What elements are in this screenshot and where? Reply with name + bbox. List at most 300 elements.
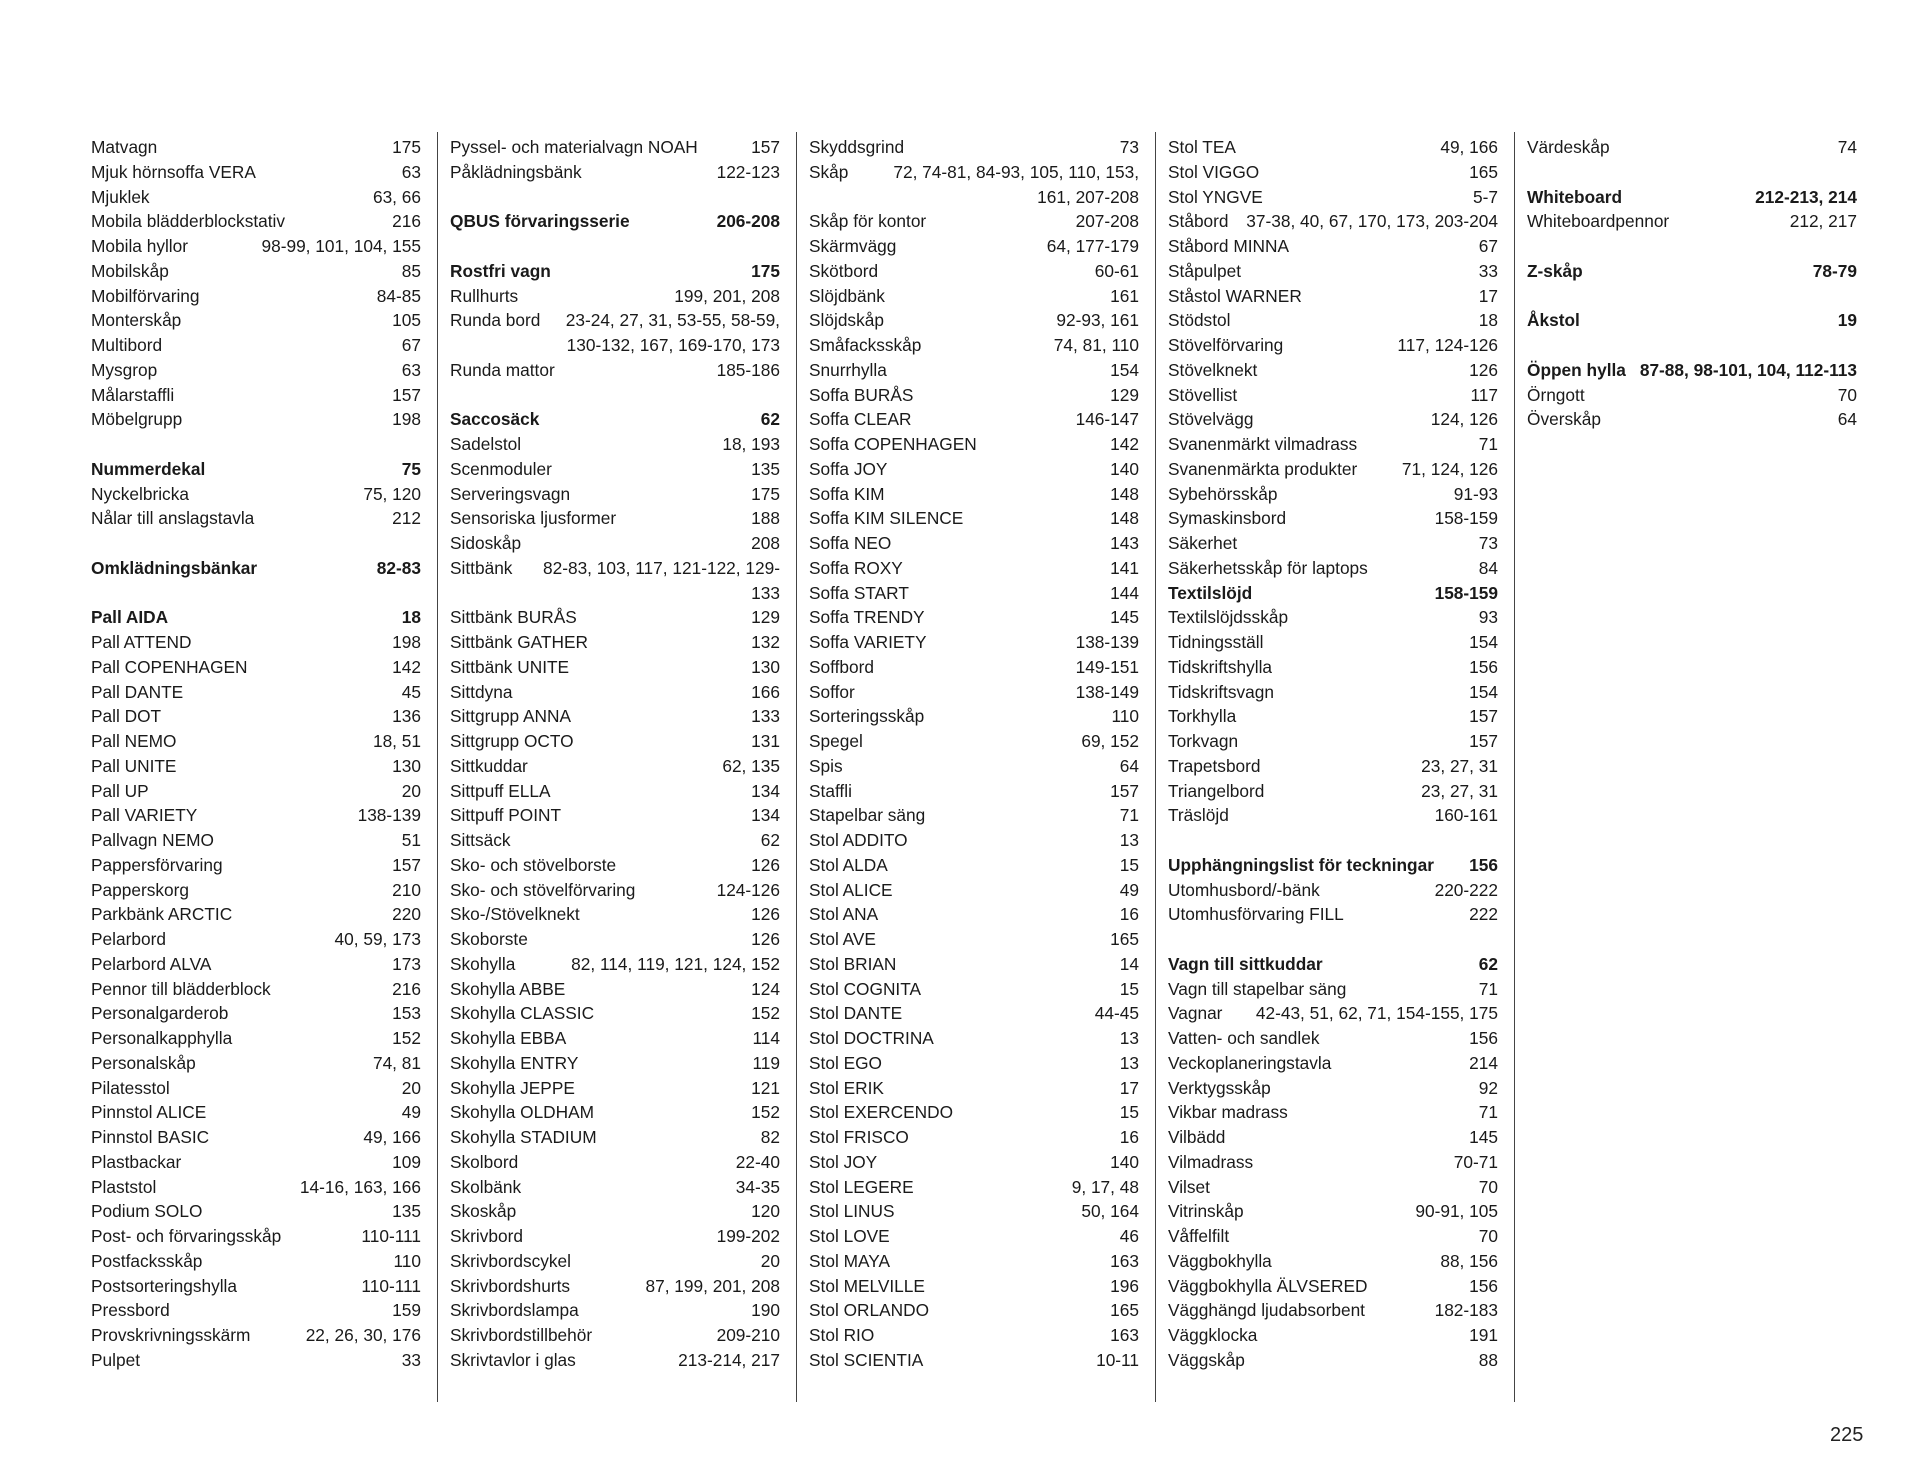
- entry-spacer: [1527, 234, 1857, 259]
- index-pages: 70: [1478, 1176, 1498, 1197]
- index-term: Skrivbordscykel: [450, 1250, 572, 1271]
- page-number: 225: [1830, 1424, 1864, 1446]
- index-term: Pinnstol BASIC: [91, 1127, 210, 1147]
- index-pages: 120: [751, 1201, 780, 1222]
- index-pages: 70: [1478, 1226, 1498, 1246]
- index-entry: [1168, 952, 1498, 977]
- index-term: Skolbänk: [450, 1176, 522, 1197]
- index-pages: 98-99, 101, 104, 155: [261, 236, 421, 256]
- index-pages: 19: [1837, 310, 1857, 331]
- index-pages: 13: [1119, 830, 1139, 850]
- index-pages: 198: [392, 632, 421, 652]
- index-entry: [91, 1175, 421, 1200]
- index-pages: 49: [401, 1102, 421, 1123]
- index-pages: 142: [1110, 434, 1139, 454]
- index-term: Skärmvägg: [809, 236, 897, 256]
- index-term: Snurrhylla: [809, 359, 887, 380]
- index-entry: [809, 531, 1139, 556]
- entry-spacer: [1168, 927, 1498, 952]
- index-entry: [450, 1026, 780, 1051]
- index-term: Stol ANA: [809, 904, 879, 925]
- index-term: Rullhurts: [450, 285, 519, 306]
- index-entry: [809, 556, 1139, 581]
- index-pages: 129: [1110, 384, 1139, 405]
- index-pages: 82-83: [376, 557, 421, 578]
- index-term: Stol EGO: [809, 1052, 882, 1073]
- index-pages: 148: [1110, 483, 1139, 504]
- index-entry: [91, 977, 421, 1002]
- index-term: Plastbackar: [91, 1151, 182, 1172]
- index-term: Stol RIO: [809, 1325, 875, 1345]
- index-term: Skohylla EBBA: [450, 1028, 567, 1048]
- index-pages: 62: [1478, 953, 1498, 974]
- index-entry: [1168, 457, 1498, 482]
- index-pages: 216: [392, 978, 421, 999]
- index-term: Z-skåp: [1527, 260, 1583, 281]
- index-entry: [1168, 383, 1498, 408]
- entry-spacer: [450, 234, 780, 259]
- index-entry: [1168, 1249, 1498, 1274]
- entry-spacer: [450, 383, 780, 408]
- index-term: Skrivtavlor i glas: [450, 1349, 576, 1370]
- index-term: Pressbord: [91, 1300, 170, 1321]
- index-entry: [91, 1026, 421, 1051]
- index-term: Mobila hyllor: [91, 236, 189, 256]
- index-entry: [91, 407, 421, 432]
- index-entry: [809, 457, 1139, 482]
- index-entry: [450, 1199, 780, 1224]
- index-term: Soffa VARIETY: [809, 632, 927, 652]
- index-term: Stol MELVILLE: [809, 1275, 925, 1296]
- index-pages: 33: [1478, 260, 1498, 281]
- index-entry: [91, 655, 421, 680]
- index-entry: [91, 234, 421, 259]
- index-entry: [91, 1323, 421, 1348]
- index-term: Scenmoduler: [450, 458, 552, 479]
- index-pages: 91-93: [1453, 483, 1498, 504]
- index-entry: [809, 333, 1139, 358]
- index-pages: 90-91, 105: [1415, 1201, 1498, 1222]
- index-pages: 15: [1119, 978, 1139, 999]
- index-term: Sittbänk: [450, 557, 513, 578]
- index-pages: 156: [1469, 1028, 1498, 1048]
- index-pages: 132: [751, 632, 780, 652]
- index-entry: [450, 457, 780, 482]
- index-entry: [450, 704, 780, 729]
- index-entry: [450, 1175, 780, 1200]
- index-entry: [1168, 209, 1498, 234]
- index-term: Sensoriska ljusformer: [450, 508, 617, 529]
- index-term: Stol YNGVE: [1168, 186, 1263, 207]
- index-entry: [91, 680, 421, 705]
- index-pages: 152: [751, 1102, 780, 1123]
- index-pages: 64: [1837, 409, 1857, 430]
- index-pages: 173: [392, 953, 421, 974]
- index-pages: 64, 177-179: [1046, 236, 1139, 256]
- index-pages: 75: [401, 458, 421, 479]
- index-entry: [91, 1125, 421, 1150]
- index-term: Stol DANTE: [809, 1003, 903, 1024]
- index-term: QBUS förvaringsserie: [450, 211, 630, 232]
- index-entry: [91, 185, 421, 210]
- index-term: Stövelförvaring: [1168, 335, 1284, 355]
- index-term: Postfacksskåp: [91, 1250, 203, 1271]
- index-term: Pall DANTE: [91, 681, 184, 702]
- index-term: Säkerhet: [1168, 533, 1238, 553]
- index-term: Pall NEMO: [91, 731, 177, 751]
- index-pages: 157: [1110, 780, 1139, 801]
- index-entry: [809, 284, 1139, 309]
- index-pages: 152: [751, 1003, 780, 1024]
- index-entry: [1168, 853, 1498, 878]
- index-pages: 190: [751, 1300, 780, 1321]
- index-entry: [1168, 902, 1498, 927]
- index-pages: 175: [751, 260, 780, 281]
- index-entry: [91, 828, 421, 853]
- index-term: Sittdyna: [450, 681, 513, 702]
- index-entry: [450, 1224, 780, 1249]
- index-pages: 105: [392, 310, 421, 331]
- index-pages: 63: [401, 161, 421, 182]
- index-term: Textilslöjdsskåp: [1168, 607, 1289, 628]
- index-pages: 37-38, 40, 67, 170, 173, 203-204: [1246, 211, 1498, 232]
- index-pages: 16: [1119, 1127, 1139, 1147]
- index-pages: 157: [392, 384, 421, 405]
- index-pages: 157: [392, 854, 421, 875]
- index-entry: [809, 1199, 1139, 1224]
- index-pages: 207-208: [1075, 211, 1139, 232]
- index-pages: 45: [401, 681, 421, 702]
- index-pages: 182-183: [1434, 1300, 1498, 1321]
- index-pages: 196: [1110, 1275, 1139, 1296]
- index-pages: 198: [392, 409, 421, 430]
- index-entry: [91, 952, 421, 977]
- index-pages: 130: [392, 755, 421, 776]
- index-pages: 210: [392, 879, 421, 900]
- index-pages: 92: [1478, 1077, 1498, 1098]
- index-term: Tidskriftsvagn: [1168, 681, 1274, 702]
- index-term: Soffa START: [809, 582, 909, 603]
- index-term: Tidningsställ: [1168, 632, 1264, 652]
- index-term: Stol LEGERE: [809, 1176, 914, 1197]
- index-entry: [809, 234, 1139, 259]
- index-term: Väggbokhylla: [1168, 1250, 1272, 1271]
- index-pages: 138-139: [357, 805, 421, 826]
- index-term: Sidoskåp: [450, 533, 522, 553]
- index-term: Våffelfilt: [1168, 1226, 1230, 1246]
- index-entry: [1168, 630, 1498, 655]
- index-term: Upphängningslist för teckningar: [1168, 854, 1434, 875]
- index-pages: 74: [1837, 137, 1857, 157]
- index-term: Sadelstol: [450, 434, 522, 454]
- index-entry: [91, 878, 421, 903]
- index-pages: 140: [1110, 458, 1139, 479]
- index-entry: [91, 1199, 421, 1224]
- index-pages: 67: [401, 335, 421, 355]
- index-term: Runda mattor: [450, 359, 555, 380]
- index-entry: [809, 902, 1139, 927]
- index-term: Stol COGNITA: [809, 978, 922, 999]
- index-term: Personalkapphylla: [91, 1028, 233, 1048]
- index-entry: [809, 1100, 1139, 1125]
- index-entry: [91, 383, 421, 408]
- index-pages: 49: [1119, 879, 1139, 900]
- index-pages: 124: [751, 978, 780, 999]
- index-term: Sittbänk UNITE: [450, 656, 570, 677]
- index-term: Vagn till stapelbar säng: [1168, 978, 1347, 999]
- index-pages: 63: [401, 359, 421, 380]
- index-entry: [809, 1298, 1139, 1323]
- index-pages: 78-79: [1812, 260, 1857, 281]
- index-term: Sittbänk BURÅS: [450, 607, 577, 628]
- index-term: Sittkuddar: [450, 755, 528, 776]
- index-entry: [91, 1249, 421, 1274]
- index-term: Post- och förvaringsskåp: [91, 1226, 282, 1246]
- index-pages: 199-202: [716, 1226, 780, 1246]
- index-pages: 144: [1110, 582, 1139, 603]
- index-entry: [91, 556, 421, 581]
- index-pages: 188: [751, 508, 780, 529]
- index-pages: 33: [401, 1349, 421, 1370]
- index-pages: 67: [1478, 236, 1498, 256]
- index-entry: [1168, 432, 1498, 457]
- index-entry: [1168, 779, 1498, 804]
- index-entry: [450, 754, 780, 779]
- index-entry: [809, 209, 1139, 234]
- index-term: Skåp: [809, 161, 849, 182]
- index-pages: 134: [751, 780, 780, 801]
- index-term: Parkbänk ARCTIC: [91, 904, 233, 925]
- index-term: Målarstaffli: [91, 384, 175, 405]
- index-term: Stödstol: [1168, 310, 1231, 331]
- index-pages: 71: [1478, 434, 1498, 454]
- index-entry: [91, 1051, 421, 1076]
- index-pages: 44-45: [1094, 1003, 1139, 1024]
- index-term: Småfacksskåp: [809, 335, 922, 355]
- index-column-2: [450, 135, 780, 1373]
- index-term: Runda bord: [450, 310, 541, 331]
- index-pages: 87-88, 98-101, 104, 112-113: [1639, 359, 1857, 380]
- index-entry: [1168, 284, 1498, 309]
- index-term: Stol BRIAN: [809, 953, 897, 974]
- index-entry: [809, 432, 1139, 457]
- index-term: Veckoplaneringstavla: [1168, 1052, 1332, 1073]
- index-entry: [809, 506, 1139, 531]
- index-entry: [450, 556, 780, 606]
- index-entry: [91, 779, 421, 804]
- index-term: Pall DOT: [91, 706, 162, 727]
- index-entry: [1168, 1298, 1498, 1323]
- index-pages: 110-111: [361, 1226, 421, 1246]
- index-term: Stol ERIK: [809, 1077, 884, 1098]
- index-term: Stol VIGGO: [1168, 161, 1260, 182]
- index-pages: 154: [1110, 359, 1139, 380]
- index-term: Stövelvägg: [1168, 409, 1254, 430]
- index-entry: [809, 878, 1139, 903]
- entry-spacer: [91, 531, 421, 556]
- index-entry: [1168, 185, 1498, 210]
- index-pages: 18: [401, 607, 421, 628]
- index-entry: [809, 259, 1139, 284]
- index-entry: [1527, 308, 1857, 333]
- index-pages: 146-147: [1075, 409, 1139, 430]
- index-pages: 140: [1110, 1151, 1139, 1172]
- index-term: Papperskorg: [91, 879, 189, 900]
- index-entry: [1168, 1348, 1498, 1373]
- index-entry: [809, 704, 1139, 729]
- column-divider: [1155, 132, 1156, 1402]
- index-entry: [91, 1348, 421, 1373]
- index-pages: 208: [751, 533, 780, 553]
- index-pages: 156: [1469, 1275, 1498, 1296]
- index-term: Pallvagn NEMO: [91, 830, 214, 850]
- index-term: Sittpuff ELLA: [450, 780, 551, 801]
- index-column-1: [91, 135, 421, 1373]
- index-term: Överskåp: [1527, 409, 1601, 430]
- index-pages: 153: [392, 1003, 421, 1024]
- index-pages: 138-149: [1075, 681, 1139, 702]
- entry-spacer: [1527, 333, 1857, 358]
- index-term: Pall UP: [91, 780, 149, 801]
- index-term: Stövellist: [1168, 384, 1238, 405]
- index-term: Stol LOVE: [809, 1226, 890, 1246]
- index-entry: [1527, 185, 1857, 210]
- index-pages: 49, 166: [1440, 137, 1498, 157]
- index-term: Skohylla ABBE: [450, 978, 566, 999]
- index-term: Stol JOY: [809, 1151, 878, 1172]
- index-pages: 64: [1119, 755, 1139, 776]
- index-entry: [809, 407, 1139, 432]
- index-term: Pall ATTEND: [91, 632, 192, 652]
- index-term: Stol SCIENTIA: [809, 1349, 924, 1370]
- index-pages: 74, 81: [372, 1052, 421, 1073]
- index-term: Skötbord: [809, 260, 879, 281]
- index-term: Vilset: [1168, 1176, 1210, 1197]
- index-entry: [450, 284, 780, 309]
- index-entry: [1168, 556, 1498, 581]
- index-term: Möbelgrupp: [91, 409, 183, 430]
- index-entry: [1168, 506, 1498, 531]
- index-term: Whiteboard: [1527, 186, 1623, 207]
- index-term: Stol EXERCENDO: [809, 1102, 954, 1123]
- index-pages: 191: [1469, 1325, 1498, 1345]
- index-pages: 23, 27, 31: [1421, 755, 1498, 776]
- index-pages: 60-61: [1094, 260, 1139, 281]
- index-entry: [91, 308, 421, 333]
- index-entry: [1168, 1051, 1498, 1076]
- index-entry: [91, 1076, 421, 1101]
- index-entry: [91, 457, 421, 482]
- index-term: Torkhylla: [1168, 706, 1237, 727]
- index-term: Textilslöjd: [1168, 582, 1253, 603]
- index-pages: 15: [1119, 1102, 1139, 1123]
- index-pages: 131: [751, 731, 780, 751]
- index-pages: 213-214, 217: [678, 1349, 780, 1370]
- index-entry: [1168, 407, 1498, 432]
- index-column-4: [1168, 135, 1498, 1373]
- index-entry: [91, 803, 421, 828]
- index-pages: 85: [401, 260, 421, 281]
- index-pages: 124-126: [716, 879, 780, 900]
- index-term: Vagn till sittkuddar: [1168, 953, 1323, 974]
- index-entry: [809, 803, 1139, 828]
- index-term: Ståbord: [1168, 211, 1229, 232]
- index-term: Pelarbord ALVA: [91, 953, 212, 974]
- index-pages: 157: [1469, 731, 1498, 751]
- index-pages: 88, 156: [1440, 1250, 1498, 1271]
- index-pages: 42-43, 51, 62, 71, 154-155, 175: [1255, 1003, 1498, 1024]
- index-term: Svanenmärkt vilmadrass: [1168, 434, 1358, 454]
- index-pages: 84: [1478, 557, 1498, 578]
- index-entry: [1168, 1001, 1498, 1026]
- index-pages: 74, 81, 110: [1053, 335, 1139, 355]
- index-entry: [1168, 1026, 1498, 1051]
- index-pages: 23-24, 27, 31, 53-55, 58-59, 130-132, 167, 169-170, 173: [565, 310, 780, 355]
- index-term: Pennor till blädderblock: [91, 978, 271, 999]
- index-pages: 122-123: [716, 161, 780, 182]
- index-term: Personalskåp: [91, 1052, 196, 1073]
- index-entry: [809, 1175, 1139, 1200]
- index-entry: [450, 630, 780, 655]
- index-pages: 69, 152: [1081, 731, 1139, 751]
- index-entry: [450, 1298, 780, 1323]
- index-pages: 71: [1119, 805, 1139, 826]
- index-entry: [1168, 259, 1498, 284]
- index-pages: 158-159: [1434, 508, 1498, 529]
- index-entry: [91, 284, 421, 309]
- index-entry: [1168, 803, 1498, 828]
- index-term: Provskrivningsskärm: [91, 1325, 251, 1345]
- entry-spacer: [1168, 828, 1498, 853]
- index-pages: 158-159: [1434, 582, 1498, 603]
- index-term: Stol ADDITO: [809, 830, 908, 850]
- index-pages: 126: [751, 854, 780, 875]
- index-pages: 110: [393, 1250, 421, 1271]
- index-entry: [1168, 1274, 1498, 1299]
- index-entry: [809, 680, 1139, 705]
- index-pages: 22, 26, 30, 176: [305, 1325, 421, 1345]
- index-term: Soffbord: [809, 656, 875, 677]
- index-entry: [1168, 680, 1498, 705]
- index-entry: [809, 655, 1139, 680]
- index-pages: 160-161: [1434, 805, 1498, 826]
- index-term: Stol FRISCO: [809, 1127, 909, 1147]
- index-entry: [1168, 1199, 1498, 1224]
- index-entry: [1168, 482, 1498, 507]
- index-entry: [809, 1224, 1139, 1249]
- index-term: Vagnar: [1168, 1003, 1223, 1024]
- index-pages: 145: [1110, 607, 1139, 628]
- index-term: Slöjdskåp: [809, 310, 884, 331]
- index-term: Soffa COPENHAGEN: [809, 434, 977, 454]
- index-pages: 88: [1478, 1349, 1498, 1370]
- index-pages: 157: [1469, 706, 1498, 727]
- index-pages: 135: [392, 1201, 421, 1222]
- index-entry: [450, 1125, 780, 1150]
- index-entry: [809, 1125, 1139, 1150]
- index-entry: [809, 927, 1139, 952]
- index-pages: 70-71: [1453, 1151, 1498, 1172]
- index-entry: [450, 729, 780, 754]
- index-entry: [91, 754, 421, 779]
- index-pages: 110-111: [361, 1275, 421, 1296]
- index-term: Skohylla STADIUM: [450, 1127, 597, 1147]
- index-term: Mjuklek: [91, 186, 150, 207]
- index-entry: [809, 1051, 1139, 1076]
- index-term: Sittgrupp OCTO: [450, 731, 574, 751]
- index-term: Nyckelbricka: [91, 483, 189, 504]
- index-entry: [91, 482, 421, 507]
